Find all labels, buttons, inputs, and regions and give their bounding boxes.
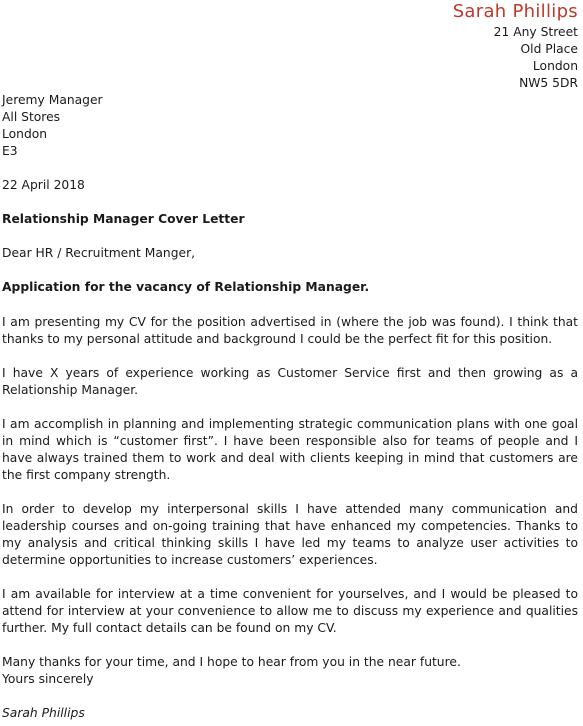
sender-block [318, 0, 578, 92]
letter-date: 22 April 2018 [2, 178, 85, 192]
letter-subject: Relationship Manager Cover Letter [2, 212, 245, 226]
sender-address-line: 21 Any Street [493, 25, 578, 39]
recipient-line: London [2, 127, 48, 141]
letter-body [2, 314, 578, 688]
sender-address-line: London [532, 59, 578, 73]
recipient-line: E3 [2, 144, 18, 158]
sender-name: Sarah Phillips [452, 1, 578, 22]
signature: Sarah Phillips [2, 706, 85, 720]
body-paragraph: I have X years of experience working as Customer Service first and then growing as a Relationship Manager. [2, 366, 578, 397]
sign-off: Yours sincerely [2, 672, 94, 686]
sender-address-line: Old Place [520, 42, 578, 56]
body-paragraph: Many thanks for your time, and I hope to hear from you in the near future. [2, 655, 461, 669]
body-paragraph: In order to develop my interpersonal skills I have attended many communication and leadership courses and on-going training that have enhanced my competencies. Thanks to my analysis and critical thinking skills I have led my teams to analyze user activities to determine opportunities to increase customers’ experiences. [2, 502, 578, 567]
body-paragraph: I am presenting my CV for the position advertised in (where the job was found). I think that thanks to my personal attitude and background I could be the perfect fit for this position. [2, 315, 578, 346]
salutation: Dear HR / Recruitment Manger, [2, 246, 196, 260]
recipient-line: All Stores [2, 110, 61, 124]
body-paragraph: I am available for interview at a time convenient for yourselves, and I would be pleased to attend for interview at your convenience to allow me to discuss my experience and qualities further. My full contact details can be found on my CV. [2, 587, 578, 635]
recipient-line: Jeremy Manager [2, 93, 103, 107]
recipient-block [2, 92, 103, 160]
body-paragraph: I am accomplish in planning and implementing strategic communication plans with one goal in mind which is “customer first”. I have been responsible also for teams of people and I have always trained them to work and deal with clients keeping in mind that customers are the first company strength. [2, 417, 578, 482]
sender-address-line: NW5 5DR [519, 76, 578, 90]
vacancy-heading: Application for the vacancy of Relationship Manager. [2, 280, 370, 294]
